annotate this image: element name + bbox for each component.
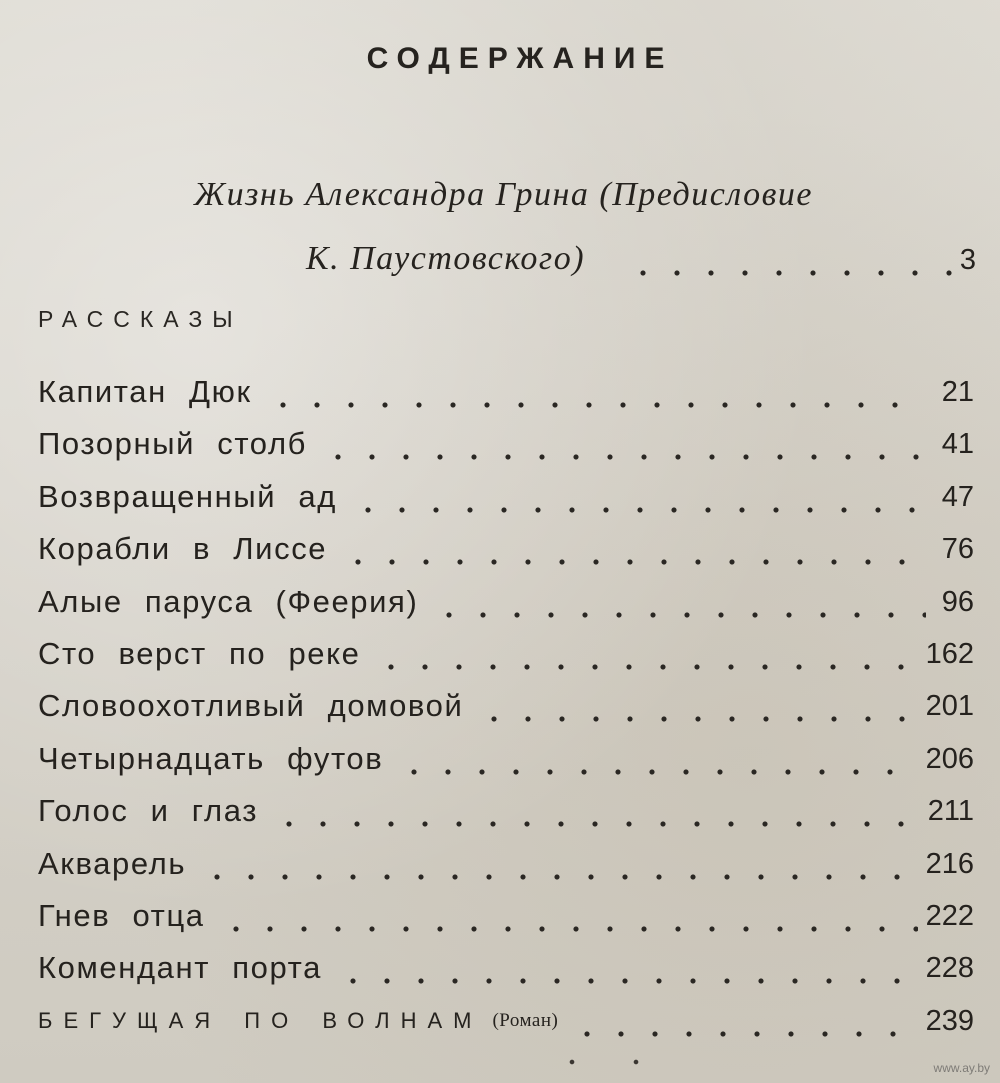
toc-entry-page: 222 (925, 899, 974, 932)
toc-entry-page: 211 (927, 795, 974, 828)
toc-entry-title: Четырнадцать футов (38, 740, 384, 776)
toc-entry-title: Комендант порта (38, 950, 322, 986)
dot-leader (393, 739, 917, 779)
toc-entry-novel (38, 1001, 974, 1053)
toc-entry-title: Голос и глаз (38, 793, 259, 829)
dot-leader (428, 582, 926, 622)
toc-entry-page: 162 (925, 637, 974, 670)
watermark-text: www.ay.by (933, 1061, 990, 1075)
toc-entry-page: 201 (925, 690, 974, 723)
toc-entry (38, 686, 974, 738)
next-line-fragment (540, 1052, 660, 1072)
toc-entry (38, 844, 974, 896)
toc-entry-title: Позорный столб (38, 426, 308, 462)
toc-entry-title: Возвращенный ад (38, 478, 337, 514)
dot-leader (268, 791, 920, 831)
dot-leader (624, 240, 956, 280)
toc-entry-page: 47 (941, 480, 974, 513)
dot-leader (566, 1001, 917, 1041)
toc-entry (38, 791, 974, 843)
preface-author: К. Паустовского) (306, 240, 586, 277)
toc-entry-page: 239 (925, 1004, 974, 1037)
toc-entry-page: 21 (941, 376, 974, 408)
toc-entry-title: БЕГУЩАЯ ПО ВОЛНАМ (38, 1007, 483, 1033)
toc-entry (38, 529, 974, 581)
toc-entry-title: Гнев отца (38, 897, 205, 933)
toc-entry (38, 477, 974, 529)
toc-entry (38, 424, 974, 476)
dot-leader (262, 372, 926, 412)
toc-entry (38, 896, 974, 948)
toc-entry-title: Акварель (38, 845, 187, 881)
toc-entry-title: Сто верст по реке (38, 635, 361, 671)
preface-page-number: 3 (959, 244, 976, 276)
toc-entry-page: 41 (941, 428, 974, 461)
dot-leader (370, 634, 917, 674)
toc-list (38, 372, 974, 1053)
toc-entry-note: (Роман) (492, 1009, 559, 1031)
dot-leader (347, 477, 926, 517)
toc-entry-page: 96 (941, 585, 974, 618)
dot-leader (215, 896, 918, 936)
toc-entry (38, 948, 974, 1000)
dot-leader (337, 529, 926, 569)
toc-entry (38, 372, 974, 424)
toc-entry-title: Алые паруса (Феерия) (38, 583, 419, 619)
section-label-stories: РАССКАЗЫ (38, 306, 243, 332)
toc-heading: СОДЕРЖАНИЕ (366, 42, 674, 75)
preface-title: Жизнь Александра Грина (Предисловие (194, 176, 813, 213)
toc-entry-page: 76 (941, 533, 974, 566)
dot-leader (317, 424, 926, 464)
dot-leader (196, 844, 918, 884)
toc-entry-page: 216 (925, 847, 974, 880)
toc-entry-page: 228 (925, 952, 974, 985)
toc-entry-title: Корабли в Лиссе (38, 531, 328, 567)
toc-entry-page: 206 (925, 742, 974, 775)
toc-entry (38, 739, 974, 791)
preface-entry (306, 240, 986, 290)
toc-entry-title: Словоохотливый домовой (38, 688, 464, 724)
toc-entry (38, 634, 974, 686)
toc-entry-title: Капитан Дюк (38, 374, 252, 409)
dot-leader (332, 948, 918, 988)
toc-entry (38, 582, 974, 634)
dot-leader (473, 686, 917, 726)
